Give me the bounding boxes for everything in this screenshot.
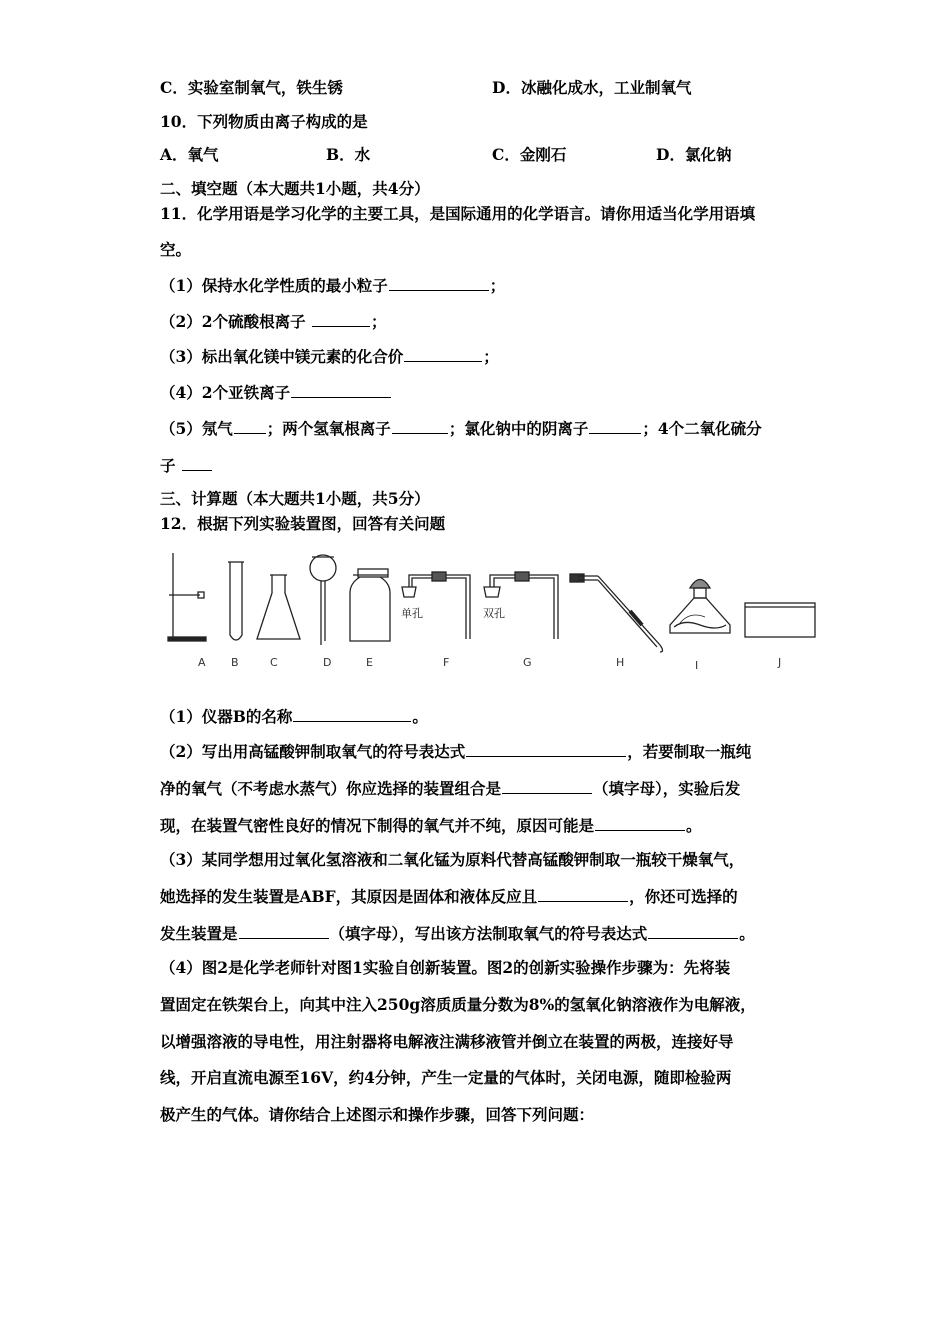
- apparatus-c-conical-flask: [257, 575, 300, 639]
- q12-part-2-text-2: 净的氧气（不考虑水蒸气）你应选择的装置组合是: [160, 779, 502, 798]
- answer-blank[interactable]: [234, 418, 266, 434]
- q10-option-d: D．氯化钠: [656, 145, 732, 164]
- q12-part-4-line-1: （4）图2是化学老师针对图1实验自创新装置。图2的创新实验操作步骤为：先将装: [160, 958, 731, 977]
- q12-part-2-line-2: [160, 778, 740, 799]
- q11-part-5-anion: ；氯化钠中的阴离子: [448, 419, 589, 438]
- period: 。: [739, 924, 755, 943]
- q9-option-c: C．实验室制氧气，铁生锈: [160, 78, 343, 97]
- q12-part-3-text-3: （填字母），写出该方法制取氧气的符号表达式: [329, 924, 648, 943]
- q11-part-4-text: （4）2个亚铁离子: [160, 383, 291, 402]
- q11-part-5-neon: （5）氖气: [160, 419, 233, 438]
- period: 。: [412, 707, 428, 726]
- q12-part-3-text: 她选择的发生装置是ABF，其原因是固体和液体反应且: [160, 887, 538, 906]
- apparatus-labels: [198, 656, 781, 672]
- label-c: C: [270, 656, 278, 669]
- label-j: J: [778, 656, 782, 669]
- q12-part-4-line-2: 置固定在铁架台上，向其中注入250g溶质质量分数为8%的氢氧化钠溶液作为电解液，: [160, 995, 756, 1014]
- answer-blank[interactable]: [392, 418, 448, 434]
- answer-blank[interactable]: [312, 311, 370, 327]
- q11-part-5-cont: [160, 455, 213, 476]
- q11-part-2: [160, 311, 387, 332]
- q12-part-3-line-2: [160, 886, 738, 907]
- q12-part-3-line-1: （3）某同学想用过氧化氢溶液和二氧化锰为原料代替高锰酸钾制取一瓶较干燥氧气，: [160, 850, 745, 869]
- answer-blank[interactable]: [389, 275, 489, 291]
- answer-blank[interactable]: [589, 418, 641, 434]
- q12-part-3-text-2: 发生装置是: [160, 924, 238, 943]
- semicolon: ；: [489, 276, 506, 295]
- q11-part-5-tail: 子: [160, 456, 176, 475]
- q10-option-b: B．水: [326, 145, 371, 164]
- q10-option-c: C．金刚石: [492, 145, 567, 164]
- q12-part-1: [160, 706, 428, 727]
- answer-blank[interactable]: [291, 382, 391, 398]
- q10-stem: 10．下列物质由离子构成的是: [160, 112, 368, 131]
- q12-part-2-text-3: （填字母），实验后发: [593, 779, 741, 798]
- answer-blank[interactable]: [538, 886, 628, 902]
- section-2-heading: 二、填空题（本大题共1小题，共4分）: [160, 179, 430, 198]
- q11-part-5: [160, 418, 762, 439]
- answer-blank[interactable]: [239, 923, 329, 939]
- label-h: H: [616, 656, 625, 669]
- apparatus-b-test-tube: [228, 562, 244, 640]
- answer-blank[interactable]: [648, 923, 738, 939]
- answer-blank[interactable]: [182, 455, 212, 471]
- q12-part-2-text-cont: ，若要制取一瓶纯: [627, 742, 752, 761]
- q11-stem-1: 11．化学用语是学习化学的主要工具，是国际通用的化学语言。请你用适当化学用语填: [160, 204, 756, 223]
- q11-stem-2: 空。: [160, 240, 192, 259]
- double-hole-label: 双孔: [483, 607, 505, 620]
- q11-part-4: [160, 382, 392, 403]
- q12-part-3-text-cont: ，你还可选择的: [629, 887, 738, 906]
- q11-part-2-text: （2）2个硫酸根离子: [160, 312, 306, 331]
- q11-part-5-hydroxide: ；两个氢氧根离子: [266, 419, 391, 438]
- single-hole-label: 单孔: [401, 607, 423, 620]
- q12-part-2-text: （2）写出用高锰酸钾制取氧气的符号表达式: [160, 742, 466, 761]
- q12-part-4-line-4: 线，开启直流电源至16V，约4分钟，产生一定量的气体时，关闭电源，随即检验两: [160, 1068, 732, 1087]
- q12-part-4-line-5: 极产生的气体。请你结合上述图示和操作步骤，回答下列问题：: [160, 1105, 595, 1124]
- label-b: B: [231, 656, 239, 669]
- answer-blank[interactable]: [502, 778, 592, 794]
- label-g: G: [523, 656, 532, 669]
- q12-stem: 12．根据下列实验装置图，回答有关问题: [160, 514, 446, 533]
- section-3-heading: 三、计算题（本大题共1小题，共5分）: [160, 489, 430, 508]
- q11-part-1: [160, 275, 505, 296]
- answer-blank[interactable]: [404, 346, 482, 362]
- label-e: E: [366, 656, 373, 669]
- apparatus-j-trough: [745, 603, 815, 637]
- q11-part-1-text: （1）保持水化学性质的最小粒子: [160, 276, 388, 295]
- label-a: A: [198, 656, 206, 669]
- q10-option-a: A．氧气: [160, 145, 219, 164]
- apparatus-g-double-hole-stopper: [484, 572, 558, 639]
- period: 。: [686, 816, 702, 835]
- answer-blank[interactable]: [595, 815, 685, 831]
- q12-part-1-text: （1）仪器B的名称: [160, 707, 293, 726]
- q11-part-5-so2: ；4个二氧化硫分: [642, 419, 762, 438]
- q12-part-4-line-3: 以增强溶液的导电性，用注射器将电解液注满移液管并倒立在装置的两极，连接好导: [160, 1032, 734, 1051]
- answer-blank[interactable]: [293, 706, 411, 722]
- q9-option-d: D．冰融化成水，工业制氧气: [492, 78, 692, 97]
- q11-part-3-text: （3）标出氧化镁中镁元素的化合价: [160, 347, 404, 366]
- apparatus-h-bent-tube: [570, 574, 663, 652]
- q11-part-3: [160, 346, 499, 367]
- answer-blank[interactable]: [466, 741, 626, 757]
- q12-part-2-line-1: [160, 741, 751, 762]
- apparatus-figure: [160, 545, 830, 680]
- apparatus-e-gas-bottle: [350, 569, 390, 641]
- apparatus-d-funnel: [310, 555, 336, 645]
- apparatus-a-iron-stand: [168, 553, 206, 641]
- apparatus-i-alcohol-lamp: [670, 580, 730, 634]
- label-f: F: [443, 656, 450, 669]
- q12-part-2-text-4: 现，在装置气密性良好的情况下制得的氧气并不纯，原因可能是: [160, 816, 595, 835]
- semicolon: ；: [483, 347, 499, 366]
- label-d: D: [323, 656, 332, 669]
- apparatus-f-single-hole-stopper: [402, 572, 470, 639]
- semicolon: ；: [370, 312, 387, 331]
- q12-part-2-line-3: [160, 815, 702, 836]
- q12-part-3-line-3: [160, 923, 755, 944]
- label-i: I: [695, 659, 699, 672]
